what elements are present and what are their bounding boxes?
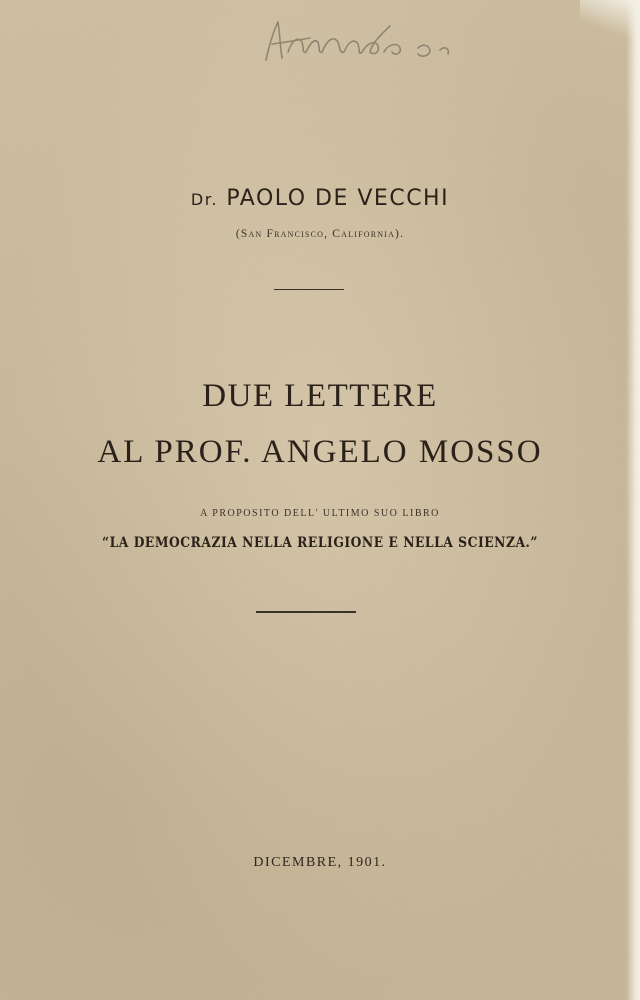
paper-right-edge: [626, 0, 640, 1000]
subtitle: A PROPOSITO DELL' ULTIMO SUO LIBRO: [200, 508, 440, 519]
publication-date: DICEMBRE, 1901.: [253, 855, 387, 870]
author-prefix: Dr.: [190, 190, 218, 209]
author-affiliation: (San Francisco, California).: [235, 228, 405, 240]
title-line-1: DUE LETTERE: [202, 378, 438, 414]
divider-bottom: [256, 611, 356, 613]
book-title: “LA DEMOCRAZIA NELLA RELIGIONE E NELLA SCIENZA.”: [102, 535, 538, 551]
author-full-name: PAOLO DE VECCHI: [226, 186, 450, 211]
divider-top: [274, 289, 344, 290]
title-line-2: AL PROF. ANGELO MOSSO: [97, 434, 543, 470]
author-name: [0, 186, 640, 211]
handwritten-signature: [258, 12, 458, 72]
paper-corner-wear: [580, 0, 640, 40]
